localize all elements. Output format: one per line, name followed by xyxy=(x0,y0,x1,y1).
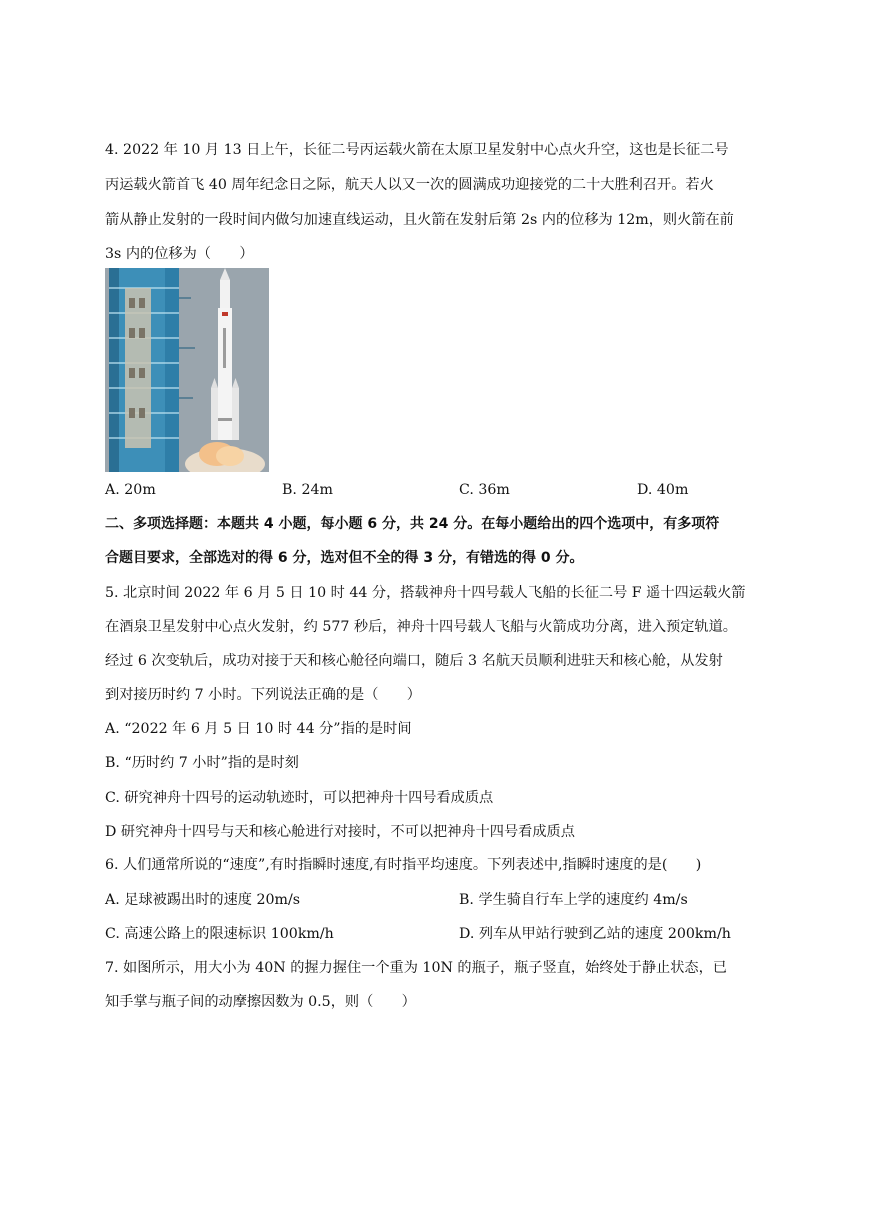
rocket-launch-photo xyxy=(105,268,269,472)
section2-heading-line-1: 二、多项选择题：本题共 4 小题，每小题 6 分，共 24 分。在每小题给出的四个选项中，有多项符 xyxy=(105,516,720,532)
q6-option-a: A. 足球被踢出时的速度 20m/s xyxy=(105,892,301,908)
q5-option-d: D 研究神舟十四号与天和核心舱进行对接时，不可以把神舟十四号看成质点 xyxy=(105,824,575,840)
q5-option-a: A. “2022 年 6 月 5 日 10 时 44 分”指的是时间 xyxy=(105,721,412,737)
section2-heading-line-2: 合题目要求，全部选对的得 6 分，选对但不全的得 3 分，有错选的得 0 分。 xyxy=(105,550,584,566)
q5-option-b: B. “历时约 7 小时”指的是时刻 xyxy=(105,755,299,771)
q4-text-line-3: 箭从静止发射的一段时间内做匀加速直线运动，且火箭在发射后第 2s 内的位移为 12m，则火箭在前 xyxy=(105,212,734,228)
q7-text-line-1: 7. 如图所示，用大小为 40N 的握力握住一个重为 10N 的瓶子，瓶子竖直，始终处于静止状态，已 xyxy=(105,960,727,976)
q5-text-line-1: 5. 北京时间 2022 年 6 月 5 日 10 时 44 分，搭载神舟十四号载人飞船的长征二号 F 遥十四运载火箭 xyxy=(105,585,746,601)
q6-option-d: D. 列车从甲站行驶到乙站的速度 200km/h xyxy=(459,926,731,942)
q4-text-line-4: 3s 内的位移为（ ） xyxy=(105,246,254,262)
q6-text-line-1: 6. 人们通常所说的“速度”,有时指瞬时速度,有时指平均速度。下列表述中,指瞬时速度的是( ) xyxy=(105,857,702,873)
q4-option-d: D. 40m xyxy=(637,482,689,498)
q7-text-line-2: 知手掌与瓶子间的动摩擦因数为 0.5，则（ ） xyxy=(105,994,416,1010)
q4-option-b: B. 24m xyxy=(282,482,333,498)
q6-option-c: C. 高速公路上的限速标识 100km/h xyxy=(105,926,334,942)
q6-option-b: B. 学生骑自行车上学的速度约 4m/s xyxy=(459,892,688,908)
q5-text-line-3: 经过 6 次变轨后，成功对接于天和核心舱径向端口，随后 3 名航天员顺利进驻天和核心舱，从发射 xyxy=(105,653,723,669)
q4-text-line-2: 丙运载火箭首飞 40 周年纪念日之际，航天人以又一次的圆满成功迎接党的二十大胜利召开。若火 xyxy=(105,177,714,193)
q4-text-line-1: 4. 2022 年 10 月 13 日上午，长征二号丙运载火箭在太原卫星发射中心点火升空，这也是长征二号 xyxy=(105,142,729,158)
q4-option-a: A. 20m xyxy=(105,482,156,498)
q5-text-line-2: 在酒泉卫星发射中心点火发射，约 577 秒后，神舟十四号载人飞船与火箭成功分离，进入预定轨道。 xyxy=(105,619,737,635)
q5-text-line-4: 到对接历时约 7 小时。下列说法正确的是（ ） xyxy=(105,687,421,703)
q5-option-c: C. 研究神舟十四号的运动轨迹时，可以把神舟十四号看成质点 xyxy=(105,790,494,806)
q4-option-c: C. 36m xyxy=(459,482,510,498)
